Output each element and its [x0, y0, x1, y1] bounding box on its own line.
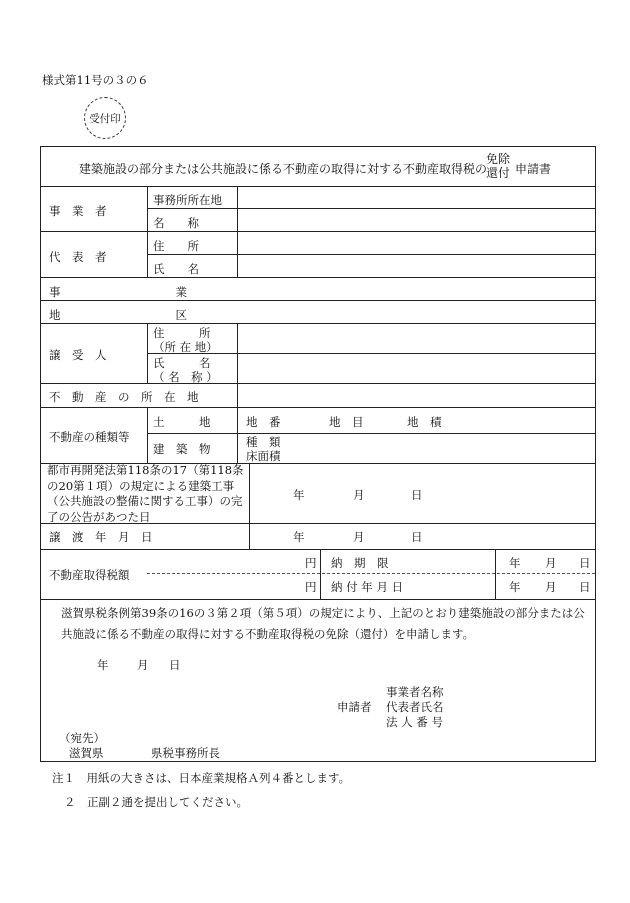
- building-label: 建 築 物: [153, 442, 211, 456]
- announcement-month: 月: [353, 488, 365, 502]
- office-address-label: 事務所所在地: [153, 193, 222, 207]
- note-1-num: 注１: [52, 771, 75, 785]
- application-form: [40, 146, 596, 762]
- paid-year: 年: [509, 580, 521, 594]
- tax-amount-label: 不動産取得税額: [49, 568, 130, 582]
- note-2-text: 正副２通を提出してください。: [87, 795, 248, 809]
- land-label: 土 地: [153, 415, 211, 429]
- announcement-year: 年: [293, 488, 305, 502]
- note-1: [52, 770, 350, 786]
- building-type-label: 種 類: [246, 435, 281, 449]
- application-month: 月: [137, 658, 149, 672]
- transferee-address-note: （所 在 地）: [153, 340, 218, 354]
- option-exempt[interactable]: 免除: [486, 152, 511, 166]
- applicant-corp-number-label: 法 人 番 号: [386, 715, 443, 729]
- deadline-year: 年: [509, 556, 521, 570]
- paid-day: 日: [579, 580, 591, 594]
- title-main: 建築施設の部分または公共施設に係る不動産の取得に対する不動産取得税の: [79, 162, 488, 176]
- paid-month: 月: [545, 580, 557, 594]
- option-refund[interactable]: 還付: [486, 166, 511, 180]
- project-label: 事 業: [49, 285, 187, 299]
- form-number: 様式第11号の３の６: [42, 73, 149, 87]
- reception-stamp: [84, 97, 126, 139]
- applicant-label: 申請者: [337, 700, 372, 714]
- stamp-label: 受付印: [89, 112, 121, 125]
- representative-label: 代 表 者: [49, 250, 107, 264]
- rep-name-label: 氏 名: [153, 262, 199, 276]
- yen-unit-1: 円: [305, 556, 317, 570]
- addressee-office: 県税事務所長: [151, 746, 220, 760]
- note-1-text: 用紙の大きさは、日本産業規格Ａ列４番とします。: [86, 771, 351, 785]
- floor-area-label: 床面積: [246, 449, 281, 463]
- transferee-name-note: （ 名 称 ）: [153, 370, 218, 384]
- transfer-date-label: 譲 渡 年 月 日: [49, 530, 153, 544]
- name-label-text: 名 称: [153, 216, 199, 230]
- note-2-num: ２: [64, 795, 76, 809]
- rep-address-label: 住 所: [153, 239, 199, 253]
- land-lot-label: 地 番: [246, 415, 281, 429]
- announcement-day: 日: [411, 488, 423, 502]
- application-day: 日: [169, 658, 181, 672]
- land-area-label: 地 積: [407, 415, 442, 429]
- announcement-date-label: 都市再開発法第118条の17（第118条の20第１項）の規定による建築工事（公共施設の整備に関する工事）の完了の公告があつた日: [47, 463, 244, 524]
- transfer-year: 年: [293, 530, 305, 544]
- transferee-name-label: 氏 名: [153, 356, 211, 370]
- deadline-month: 月: [545, 556, 557, 570]
- transferee-address-label: 住 所: [153, 326, 211, 340]
- addressee-pref: 滋賀県: [69, 746, 104, 760]
- applicant-business-name-label: 事業者名称: [386, 685, 444, 699]
- district-label: 地 区: [49, 308, 187, 322]
- transfer-day: 日: [411, 530, 423, 544]
- transfer-month: 月: [353, 530, 365, 544]
- property-location-label: 不 動 産 の 所 在 地: [49, 390, 199, 404]
- form-title: [41, 147, 595, 187]
- title-options: [486, 152, 510, 180]
- applicant-rep-name-label: 代表者氏名: [386, 700, 444, 714]
- property-type-label: 不動産の種類等: [49, 430, 130, 444]
- transferee-label: 譲 受 人: [49, 348, 107, 362]
- application-statement: 滋賀県税条例第39条の16の３第２項（第５項）の規定により、上記のとおり建築施設の部分または公共施設に係る不動産の取得に対する不動産取得税の免除（還付）を申請します。: [61, 606, 585, 641]
- note-2: [64, 794, 248, 810]
- business-operator-label: 事 業 者: [49, 204, 107, 218]
- addressee-label: （宛先）: [59, 731, 105, 745]
- name-label: [153, 215, 233, 231]
- payment-deadline-label: 納 期 限: [331, 556, 389, 570]
- land-category-label: 地 目: [329, 415, 364, 429]
- yen-unit-2: 円: [305, 580, 317, 594]
- payment-date-label: 納 付 年 月 日: [331, 580, 404, 594]
- deadline-day: 日: [579, 556, 591, 570]
- title-suffix: 申請書: [515, 162, 552, 176]
- application-year: 年: [97, 658, 109, 672]
